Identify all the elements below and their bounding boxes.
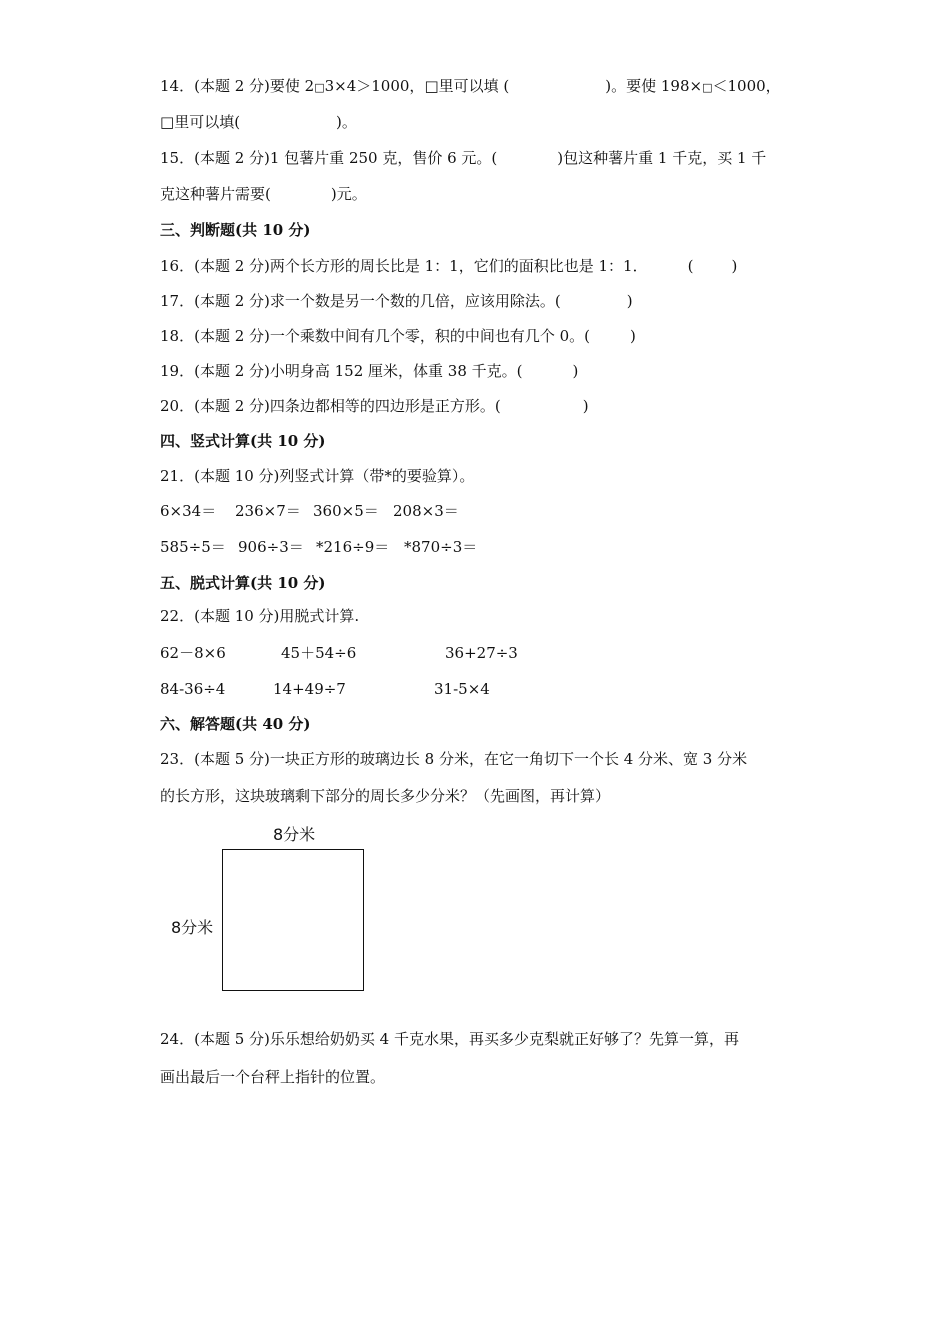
- expression: 45＋54÷6: [281, 644, 357, 662]
- section-3-heading: 三、判断题(共 10 分): [160, 221, 311, 239]
- q16-paren-open: (: [687, 257, 694, 275]
- box-mark: □: [160, 113, 175, 131]
- square-glass-figure: [160, 820, 380, 1010]
- q15-text-b: )包这种薯片重 1 千克，买 1 千: [557, 149, 767, 167]
- q22-row-1: [160, 643, 518, 663]
- expression: 62－8×6: [160, 644, 226, 662]
- q14-text-e: ＜1000，: [712, 77, 781, 95]
- top-side-label: 8分米: [273, 825, 316, 844]
- question-16: [160, 256, 737, 276]
- box-mark: □: [314, 81, 325, 94]
- question-15-line-2: [160, 184, 367, 204]
- expression: 31-5×4: [434, 680, 490, 698]
- question-15-line-1: [160, 148, 766, 168]
- section-5-heading: 五、脱式计算(共 10 分): [160, 574, 326, 592]
- expression: 6×34＝: [160, 502, 217, 520]
- q21-row-1: [160, 501, 459, 521]
- box-mark: □: [702, 81, 713, 94]
- left-side-label: 8分米: [171, 918, 214, 937]
- q17-text: 17．(本题 2 分)求一个数是另一个数的几倍，应该用除法。(: [160, 292, 561, 310]
- square-shape: [222, 849, 364, 991]
- expression: *870÷3＝: [404, 538, 478, 556]
- question-22: 22．(本题 10 分)用脱式计算.: [160, 607, 360, 625]
- q17-paren-close: ): [626, 292, 633, 310]
- question-14-line-1: [160, 76, 781, 98]
- expression: 906÷3＝: [238, 538, 304, 556]
- q20-paren-close: ): [582, 397, 589, 415]
- box-mark: □: [424, 77, 439, 95]
- q21-row-2: [160, 537, 477, 557]
- question-23-line-2: 的长方形，这块玻璃剩下部分的周长多少分米？（先画图，再计算）: [160, 787, 611, 805]
- question-19: [160, 361, 578, 381]
- question-17: [160, 291, 633, 311]
- q18-text: 18．(本题 2 分)一个乘数中间有几个零，积的中间也有几个 0。(: [160, 327, 591, 345]
- q15-text-c: 克这种薯片需要(: [160, 185, 271, 203]
- section-4-heading: 四、竖式计算(共 10 分): [160, 432, 326, 450]
- expression: *216÷9＝: [316, 538, 390, 556]
- q15-text-a: 15．(本题 2 分)1 包薯片重 250 克，售价 6 元。(: [160, 149, 498, 167]
- question-18: [160, 326, 636, 346]
- q16-text: 16．(本题 2 分)两个长方形的周长比是 1：1，它们的面积比也是 1：1．: [160, 257, 648, 275]
- q16-paren-close: ): [731, 257, 738, 275]
- expression: 236×7＝: [235, 502, 301, 520]
- question-23-line-1: 23．(本题 5 分)一块正方形的玻璃边长 8 分米，在它一角切下一个长 4 分米、宽 3 分米: [160, 750, 748, 768]
- q14-text-g: )。: [336, 113, 357, 131]
- q15-text-d: )元。: [330, 185, 367, 203]
- q14-text-a: 14．(本题 2 分)要使 2: [160, 77, 315, 95]
- question-14-line-2: [160, 112, 357, 132]
- expression: 360×5＝: [313, 502, 379, 520]
- q22-row-2: [160, 679, 490, 699]
- q14-text-f: 里可以填(: [174, 113, 241, 131]
- expression: 14+49÷7: [273, 680, 346, 698]
- section-6-heading: 六、解答题(共 40 分): [160, 715, 311, 733]
- q14-text-b: 3×4＞1000，: [324, 77, 425, 95]
- question-24-line-2: 画出最后一个台秤上指针的位置。: [160, 1068, 386, 1086]
- question-21: 21．(本题 10 分)列竖式计算（带*的要验算）。: [160, 467, 475, 485]
- q18-paren-close: ): [630, 327, 636, 345]
- expression: 208×3＝: [393, 502, 459, 520]
- expression: 36+27÷3: [445, 644, 518, 662]
- question-24-line-1: 24．(本题 5 分)乐乐想给奶奶买 4 千克水果，再买多少克梨就正好够了？先算一算，再: [160, 1030, 739, 1048]
- expression: 585÷5＝: [160, 538, 226, 556]
- q14-text-c: 里可以填 (: [438, 77, 510, 95]
- question-20: [160, 396, 589, 416]
- q19-paren-close: ): [572, 362, 579, 380]
- expression: 84-36÷4: [160, 680, 226, 698]
- q19-text: 19．(本题 2 分)小明身高 152 厘米，体重 38 千克。(: [160, 362, 523, 380]
- q20-text: 20．(本题 2 分)四条边都相等的四边形是正方形。(: [160, 397, 501, 415]
- q14-text-d: )。要使 198×: [605, 77, 703, 95]
